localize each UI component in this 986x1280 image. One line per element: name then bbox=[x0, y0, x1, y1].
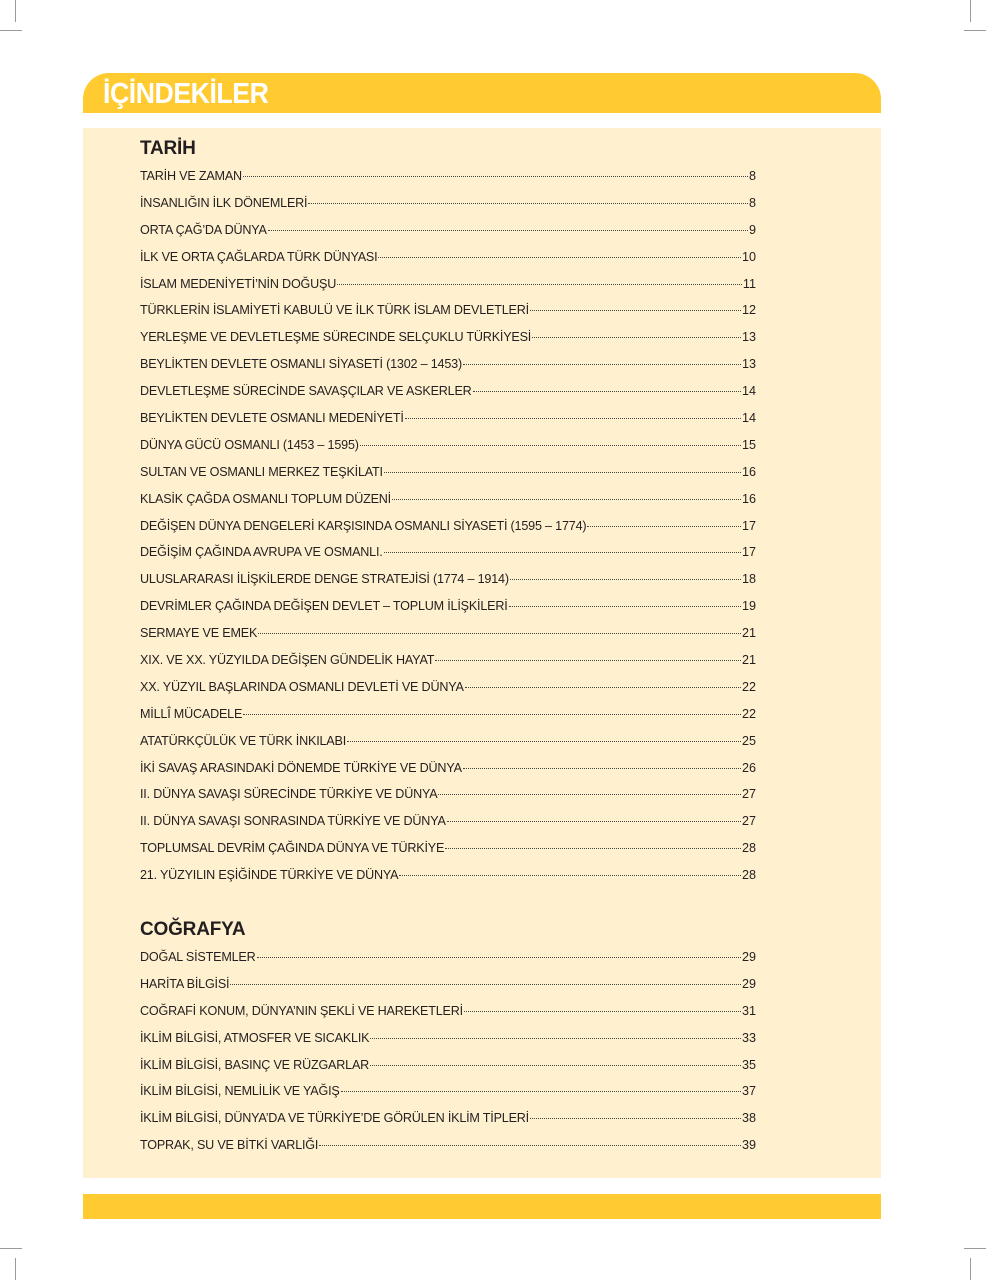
toc-entry[interactable] bbox=[140, 539, 756, 566]
crop-mark bbox=[964, 1248, 986, 1249]
toc-entry-page: 27 bbox=[741, 787, 756, 802]
dot-leader bbox=[341, 1091, 741, 1092]
toc-entry[interactable] bbox=[140, 486, 756, 513]
toc-entry-page: 13 bbox=[741, 357, 756, 372]
toc-entry-page: 19 bbox=[741, 599, 756, 614]
toc-entry-page: 27 bbox=[741, 814, 756, 829]
toc-entry-label: XIX. VE XX. YÜZYILDA DEĞİŞEN GÜNDELİK HAYAT bbox=[140, 653, 435, 668]
toc-entry-page: 31 bbox=[741, 1003, 756, 1018]
toc-entry-label: İKİ SAVAŞ ARASINDAKİ DÖNEMDE TÜRKİYE VE DÜNYA bbox=[140, 760, 462, 775]
toc-entry-page: 21 bbox=[741, 653, 756, 668]
dot-leader bbox=[384, 552, 741, 553]
toc-entry-page: 29 bbox=[741, 950, 756, 964]
section-title: TARİH bbox=[140, 138, 196, 159]
toc-entry-label: ULUSLARARASI İLİŞKİLERDE DENGE STRATEJİSİ (1774 – 1914) bbox=[140, 572, 509, 587]
toc-section-cografya bbox=[140, 916, 756, 1159]
toc-entry-label: KLASİK ÇAĞDA OSMANLI TOPLUM DÜZENİ bbox=[140, 491, 391, 506]
dot-leader bbox=[435, 660, 741, 661]
toc-entry-label: TÜRKLERİN İSLAMİYETİ KABULÜ VE İLK TÜRK İSLAM DEVLETLERİ bbox=[140, 303, 529, 318]
toc-entry[interactable] bbox=[140, 163, 756, 190]
crop-mark bbox=[0, 1248, 22, 1249]
toc-entry-label: İKLİM BİLGİSİ, NEMLİLİK VE YAĞIŞ bbox=[140, 1084, 340, 1099]
section-title: COĞRAFYA bbox=[140, 919, 246, 940]
toc-entry-page: 35 bbox=[741, 1057, 756, 1072]
toc-entry-page: 11 bbox=[742, 276, 756, 291]
toc-entry-label: II. DÜNYA SAVAŞI SÜRECİNDE TÜRKİYE VE DÜNYA bbox=[140, 787, 438, 802]
toc-entry-label: DÜNYA GÜCÜ OSMANLI (1453 – 1595) bbox=[140, 437, 359, 452]
toc-entry[interactable] bbox=[140, 513, 756, 540]
toc-entry[interactable] bbox=[140, 324, 756, 351]
dot-leader bbox=[319, 1145, 741, 1146]
toc-entry[interactable] bbox=[140, 862, 756, 889]
toc-entry-label: II. DÜNYA SAVAŞI SONRASINDA TÜRKİYE VE DÜNYA bbox=[140, 814, 446, 829]
toc-entry-page: 13 bbox=[741, 330, 756, 345]
toc-entry-page: 39 bbox=[741, 1138, 756, 1153]
toc-entry-page: 12 bbox=[741, 303, 756, 318]
toc-entry-page: 8 bbox=[748, 195, 756, 210]
toc-entry-page: 8 bbox=[748, 169, 756, 183]
toc-entry[interactable] bbox=[140, 432, 756, 459]
toc-entry-page: 18 bbox=[741, 572, 756, 587]
toc-entry[interactable] bbox=[140, 351, 756, 378]
toc-entry[interactable] bbox=[140, 244, 756, 271]
crop-mark bbox=[964, 30, 986, 31]
dot-leader bbox=[438, 794, 741, 795]
toc-entry[interactable] bbox=[140, 593, 756, 620]
dot-leader bbox=[473, 391, 741, 392]
header-bar bbox=[83, 73, 881, 113]
dot-leader bbox=[463, 364, 741, 365]
toc-entry-label: YERLEŞME VE DEVLETLEŞME SÜRECINDE SELÇUKLU TÜRKİYESİ bbox=[140, 330, 532, 345]
crop-mark bbox=[970, 1258, 971, 1280]
dot-leader bbox=[530, 1118, 741, 1119]
toc-entry-page: 16 bbox=[741, 491, 756, 506]
toc-entry-label: DEVLETLEŞME SÜRECİNDE SAVAŞÇILAR VE ASKERLER bbox=[140, 384, 472, 399]
toc-entry[interactable] bbox=[140, 971, 756, 998]
toc-entry-page: 17 bbox=[741, 518, 756, 533]
toc-entry-page: 10 bbox=[741, 249, 756, 264]
dot-leader bbox=[230, 984, 741, 985]
dot-leader bbox=[530, 310, 741, 311]
toc-entry[interactable] bbox=[140, 620, 756, 647]
toc-entry-label: SULTAN VE OSMANLI MERKEZ TEŞKİLATI bbox=[140, 464, 383, 479]
toc-entry-page: 9 bbox=[748, 222, 756, 237]
toc-entry-label: HARİTA BİLGİSİ bbox=[140, 976, 230, 991]
crop-mark bbox=[15, 0, 16, 22]
toc-entry[interactable] bbox=[140, 755, 756, 782]
toc-entry[interactable] bbox=[140, 217, 756, 244]
dot-leader bbox=[337, 284, 742, 285]
toc-entry[interactable] bbox=[140, 674, 756, 701]
toc-entry[interactable] bbox=[140, 835, 756, 862]
dot-leader bbox=[243, 176, 748, 177]
dot-leader bbox=[464, 1011, 741, 1012]
dot-leader bbox=[370, 1065, 741, 1066]
dot-leader bbox=[243, 714, 741, 715]
toc-entry-label: SERMAYE VE EMEK bbox=[140, 626, 258, 641]
toc-entry-label: XX. YÜZYIL BAŞLARINDA OSMANLI DEVLETİ VE DÜNYA bbox=[140, 679, 464, 694]
toc-entry[interactable] bbox=[140, 190, 756, 217]
dot-leader bbox=[509, 606, 741, 607]
toc-section-tarih bbox=[140, 135, 756, 889]
dot-leader bbox=[392, 499, 741, 500]
toc-entry[interactable] bbox=[140, 701, 756, 728]
dot-leader bbox=[399, 875, 741, 876]
dot-leader bbox=[463, 768, 741, 769]
dot-leader bbox=[510, 579, 741, 580]
toc-entry-label: ATATÜRKÇÜLÜK VE TÜRK İNKILABI bbox=[140, 733, 347, 748]
toc-entry[interactable] bbox=[140, 378, 756, 405]
toc-entry-label: TARİH VE ZAMAN bbox=[140, 169, 242, 183]
toc-entry-label: İLK VE ORTA ÇAĞLARDA TÜRK DÜNYASI bbox=[140, 249, 378, 264]
toc-entry-label: DOĞAL SİSTEMLER bbox=[140, 950, 256, 964]
toc-entry-label: BEYLİKTEN DEVLETE OSMANLI MEDENİYETİ bbox=[140, 411, 404, 426]
toc-entry-page: 37 bbox=[741, 1084, 756, 1099]
toc-entry-page: 29 bbox=[741, 976, 756, 991]
dot-leader bbox=[370, 1038, 741, 1039]
crop-mark bbox=[970, 0, 971, 22]
toc-entry-label: ORTA ÇAĞ’DA DÜNYA bbox=[140, 222, 267, 237]
toc-entry[interactable] bbox=[140, 1078, 756, 1105]
toc-entry-label: DEVRİMLER ÇAĞINDA DEĞİŞEN DEVLET – TOPLUM İLİŞKİLERİ bbox=[140, 599, 508, 614]
toc-entry-page: 26 bbox=[741, 760, 756, 775]
toc-entry[interactable] bbox=[140, 728, 756, 755]
dot-leader bbox=[445, 848, 741, 849]
dot-leader bbox=[308, 203, 748, 204]
crop-mark bbox=[0, 30, 22, 31]
page-title: İÇİNDEKİLER bbox=[103, 78, 269, 110]
dot-leader bbox=[360, 445, 741, 446]
toc-entry-label: MİLLÎ MÜCADELE bbox=[140, 706, 243, 721]
dot-leader bbox=[532, 337, 741, 338]
toc-entry-label: DEĞİŞİM ÇAĞINDA AVRUPA VE OSMANLI. bbox=[140, 545, 383, 560]
dot-leader bbox=[258, 633, 741, 634]
toc-entry-label: DEĞİŞEN DÜNYA DENGELERİ KARŞISINDA OSMANLI SİYASETİ (1595 – 1774) bbox=[140, 518, 587, 533]
toc-entry[interactable] bbox=[140, 808, 756, 835]
toc-entry[interactable] bbox=[140, 405, 756, 432]
toc-entry[interactable] bbox=[140, 459, 756, 486]
crop-mark bbox=[15, 1258, 16, 1280]
toc-entry-label: 21. YÜZYILIN EŞİĞİNDE TÜRKİYE VE DÜNYA bbox=[140, 868, 399, 883]
toc-entry-page: 17 bbox=[741, 545, 756, 560]
toc-entry-page: 22 bbox=[741, 706, 756, 721]
toc-entry-page: 28 bbox=[741, 868, 756, 883]
toc-entry-page: 15 bbox=[741, 437, 756, 452]
footer-bar bbox=[83, 1194, 881, 1219]
dot-leader bbox=[268, 230, 748, 231]
toc-entry-label: TOPRAK, SU VE BİTKİ VARLIĞI bbox=[140, 1138, 319, 1153]
toc-entry[interactable] bbox=[140, 1025, 756, 1052]
dot-leader bbox=[257, 957, 741, 958]
toc-entry-label: İKLİM BİLGİSİ, DÜNYA’DA VE TÜRKİYE’DE GÖRÜLEN İKLİM TİPLERİ bbox=[140, 1111, 529, 1126]
dot-leader bbox=[447, 821, 741, 822]
toc-entry[interactable] bbox=[140, 647, 756, 674]
dot-leader bbox=[405, 418, 741, 419]
toc-entry-page: 28 bbox=[741, 841, 756, 856]
toc-entry-label: İKLİM BİLGİSİ, ATMOSFER VE SICAKLIK bbox=[140, 1030, 370, 1045]
dot-leader bbox=[347, 741, 741, 742]
toc-entry[interactable] bbox=[140, 297, 756, 324]
toc-entry-label: COĞRAFİ KONUM, DÜNYA’NIN ŞEKLİ VE HAREKETLERİ bbox=[140, 1003, 463, 1018]
toc-entry[interactable] bbox=[140, 998, 756, 1025]
toc-entry-page: 14 bbox=[741, 384, 756, 399]
toc-entry[interactable] bbox=[140, 1105, 756, 1132]
toc-entry-label: İSLAM MEDENİYETİ’NİN DOĞUŞU bbox=[140, 276, 337, 291]
toc-entry-label: İNSANLIĞIN İLK DÖNEMLERİ bbox=[140, 195, 308, 210]
toc-entry-page: 21 bbox=[741, 626, 756, 641]
dot-leader bbox=[384, 472, 741, 473]
toc-entry-page: 38 bbox=[741, 1111, 756, 1126]
toc-entry-page: 25 bbox=[741, 733, 756, 748]
toc-entry[interactable] bbox=[140, 271, 756, 298]
dot-leader bbox=[465, 687, 741, 688]
toc-entry-page: 22 bbox=[741, 679, 756, 694]
toc-entry[interactable] bbox=[140, 944, 756, 971]
dot-leader bbox=[378, 257, 741, 258]
toc-entry[interactable] bbox=[140, 566, 756, 593]
toc-entry-label: BEYLİKTEN DEVLETE OSMANLI SİYASETİ (1302 – 1453) bbox=[140, 357, 462, 372]
toc-entry[interactable] bbox=[140, 781, 756, 808]
toc-entry-label: TOPLUMSAL DEVRİM ÇAĞINDA DÜNYA VE TÜRKİYE bbox=[140, 841, 445, 856]
toc-entry-page: 14 bbox=[741, 411, 756, 426]
toc-entry-label: İKLİM BİLGİSİ, BASINÇ VE RÜZGARLAR bbox=[140, 1057, 370, 1072]
toc-entry[interactable] bbox=[140, 1052, 756, 1079]
toc-entry-page: 33 bbox=[741, 1030, 756, 1045]
toc-entry-page: 16 bbox=[741, 464, 756, 479]
toc-entry[interactable] bbox=[140, 1132, 756, 1159]
dot-leader bbox=[587, 526, 741, 527]
